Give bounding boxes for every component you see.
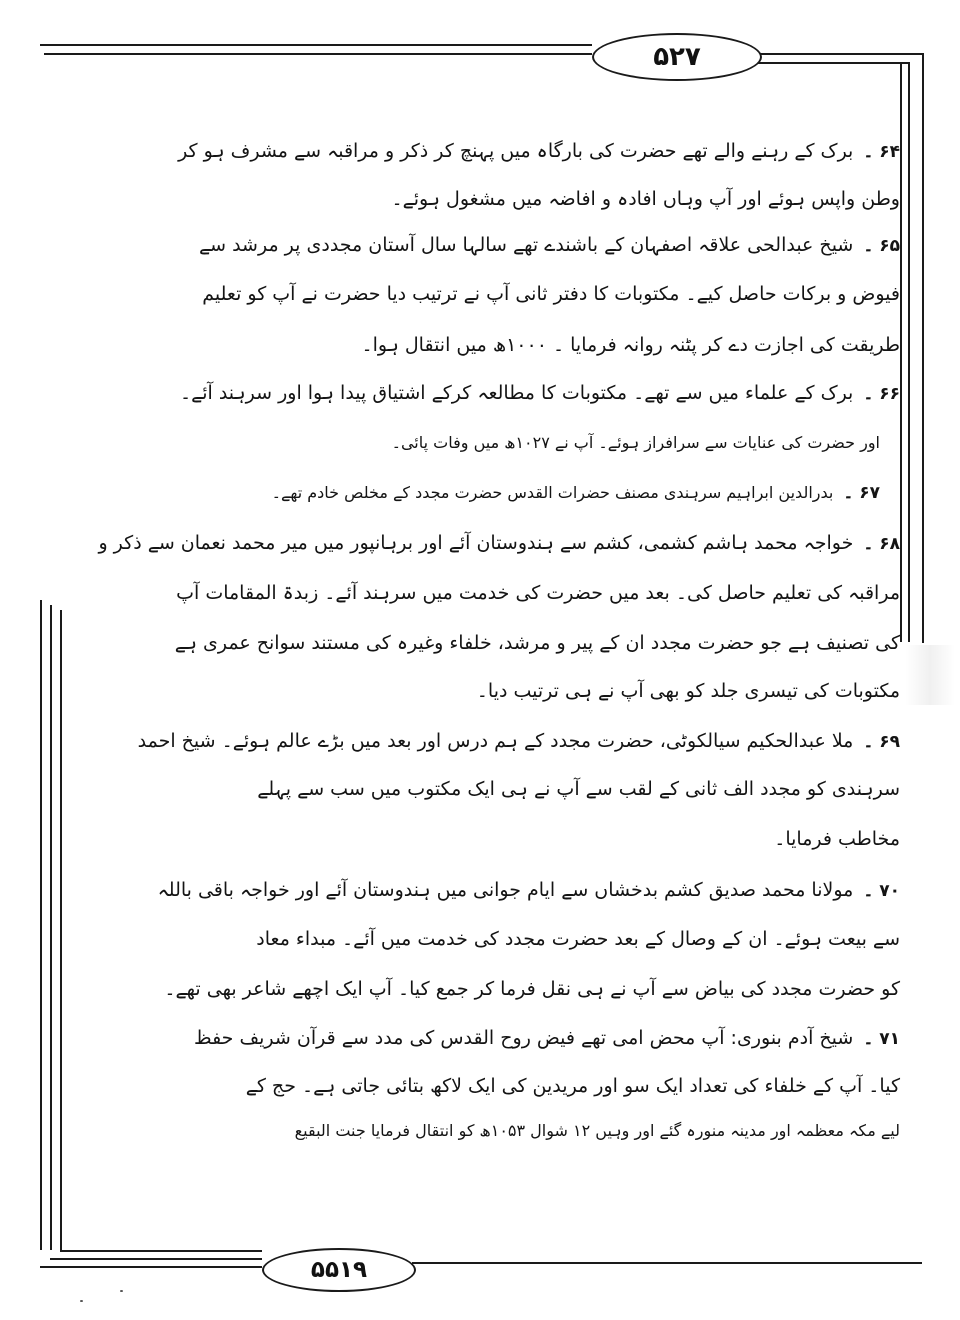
frame-top-line-right-inner — [758, 62, 908, 64]
footnote-entry-start — [180, 378, 900, 409]
frame-bottom-line-inner2 — [60, 1250, 262, 1252]
footnote-text: فیوض و برکات حاصل کیے۔ مکتوبات کا دفتر ثانی آپ نے ترتیب دیا حضرت نے آپ کو تعلیم — [202, 283, 900, 305]
footnote-line — [295, 1116, 900, 1146]
footnote-number: ۶۹ ۔ — [863, 732, 900, 752]
footnote-entry-start — [178, 136, 900, 167]
footnote-text: شیخ آدم بنوری: آپ محض امی تھے فیض روح القدس کی مدد سے قرآن شریف حفظ — [194, 1027, 854, 1049]
frame-right-line — [922, 53, 924, 643]
frame-right-line-inner — [908, 62, 910, 642]
footnote-line — [202, 279, 900, 309]
footnote-text: برک کے علماء میں سے تھے۔ مکتوبات کا مطالعہ کرکے اشتیاق پیدا ہوا اور سرہند آئے۔ — [179, 382, 854, 404]
frame-top-line-inner — [44, 53, 592, 55]
footnote-text: وطن واپس ہوئے اور آپ وہاں افادہ و افاضہ میں مشغول ہوئے۔ — [391, 188, 900, 210]
footnote-line — [477, 676, 900, 706]
footnote-text: مراقبہ کی تعلیم حاصل کی۔ بعد میں حضرت کی خدمت میں سرہند آئے۔ زبدۃ المقامات آپ — [176, 582, 900, 604]
footnote-line — [361, 330, 900, 360]
frame-right-line-mid — [900, 62, 902, 642]
frame-top-line-right — [758, 53, 924, 55]
footnote-text: لیے مکہ معظمہ اور مدینہ منورہ گئے اور وہیں ۱۲ شوال ۱۰۵۳ھ کو انتقال فرمایا جنت البقیع — [294, 1121, 900, 1140]
footnote-entry-start — [138, 726, 900, 757]
footnote-number: ۶۶ ۔ — [863, 384, 900, 404]
footnote-text: کو حضرت مجدد کی بیاض سے آپ نے ہی نقل فرما کر جمع کیا۔ آپ ایک اچھے شاعر بھی تھے۔ — [164, 978, 900, 1000]
page-number-top: ۵۲۷ — [592, 33, 762, 81]
frame-bottom-line — [40, 1266, 262, 1268]
frame-bottom-line-right — [412, 1262, 922, 1264]
footnote-text: مولانا محمد صدیق کشم بدخشاں سے ایام جوانی میں ہندوستان آئے اور خواجہ باقی باللہ — [157, 879, 854, 901]
footnote-entry-start — [158, 875, 900, 906]
frame-bottom-line-inner — [50, 1258, 262, 1260]
scan-smudge — [905, 645, 955, 705]
page-number-bottom: ۵۵۱۹ — [262, 1248, 416, 1292]
footnote-entry-start — [199, 230, 900, 261]
footnote-line — [176, 578, 900, 608]
page-body — [98, 118, 900, 1158]
footnote-line — [257, 774, 900, 804]
footnote-line — [256, 924, 900, 954]
scan-speck — [80, 1300, 83, 1302]
frame-left-line-inner — [50, 605, 52, 1250]
footnote-number: ۶۷ ۔ — [843, 483, 880, 503]
footnote-line — [246, 1071, 900, 1101]
footnote-text: مخاطب فرمایا۔ — [774, 828, 900, 850]
footnote-text: سے بیعت ہوئے۔ ان کے وصال کے بعد حضرت مجدد کی خدمت میں آئے۔ مبداء معاد — [256, 928, 900, 950]
footnote-text: کی تصنیف ہے جو حضرت مجدد ان کے پیر و مرشد، خلفاء وغیرہ کی مستند سوانح عمری ہے — [174, 632, 900, 654]
footnote-text: ملا عبدالحکیم سیالکوٹی، حضرت مجدد کے ہم درس اور بعد میں بڑے عالم ہوئے۔ شیخ احمد — [137, 730, 854, 752]
footnote-entry-start — [98, 528, 900, 559]
footnote-line — [164, 974, 900, 1004]
footnote-number: ۶۴ ۔ — [863, 142, 900, 162]
footnote-text: شیخ عبدالحی علاقہ اصفہان کے باشندے تھے سالہا سال آستان مجددی پر مرشد سے — [198, 234, 854, 256]
scan-speck — [120, 1290, 123, 1292]
footnote-text: مکتوبات کی تیسری جلد کو بھی آپ نے ہی ترتیب دیا۔ — [476, 680, 900, 702]
footnote-number: ۷۰ ۔ — [863, 881, 900, 901]
footnote-text: طریقت کی اجازت دے کر پٹنہ روانہ فرمایا ۔ ۱۰۰۰ھ میں انتقال ہوا۔ — [361, 334, 900, 356]
footnote-text: خواجہ محمد ہاشم کشمی، کشم سے ہندوستان آئے اور برہانپور میں میر محمد نعمان سے ذکر و — [98, 532, 854, 554]
footnote-number: ۶۸ ۔ — [863, 534, 900, 554]
frame-top-line — [40, 44, 592, 46]
frame-left-line — [40, 600, 42, 1250]
footnote-text: بدرالدین ابراہیم سرہندی مصنف حضرات القدس حضرت مجدد کے مخلص خادم تھے۔ — [271, 483, 834, 502]
footnote-line — [175, 628, 900, 658]
footnote-line — [391, 184, 900, 214]
footnote-text: کیا۔ آپ کے خلفاء کی تعداد ایک سو اور مریدین کی ایک لاکھ بتائی جاتی ہے۔ حج کے — [245, 1075, 900, 1097]
footnote-text: اور حضرت کی عنایات سے سرافراز ہوئے۔ آپ نے ۱۰۲۷ھ میں وفات پائی۔ — [391, 433, 880, 452]
footnote-text: سرہندی کو مجدد الف ثانی کے لقب سے آپ نے ہی ایک مکتوب میں سب سے پہلے — [257, 778, 900, 800]
footnote-entry-start — [194, 1023, 900, 1054]
footnote-line — [774, 824, 900, 854]
footnote-number: ۶۵ ۔ — [863, 236, 900, 256]
footnote-entry-start — [272, 478, 880, 508]
frame-left-line-inner2 — [60, 610, 62, 1250]
footnote-text: برک کے رہنے والے تھے حضرت کی بارگاہ میں پہنچ کر ذکر و مراقبہ سے مشرف ہو کر — [178, 140, 854, 162]
footnote-line — [392, 428, 880, 458]
footnote-number: ۷۱ ۔ — [863, 1029, 900, 1049]
